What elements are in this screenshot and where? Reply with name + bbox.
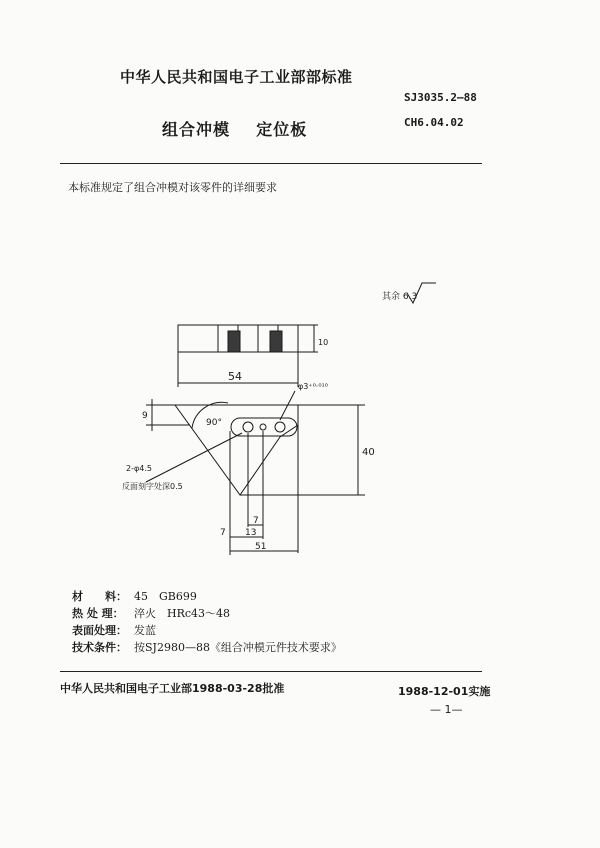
- spec-technical-value: 按SJ2980—88《组合冲模元件技术要求》: [134, 641, 342, 654]
- technical-drawing: [100, 275, 440, 565]
- roughness-label: 其余 6.3: [382, 292, 418, 302]
- spec-technical: [72, 639, 342, 655]
- dim-51-label: 51: [255, 542, 267, 552]
- spec-heat-value: 淬火 HRc43～48: [134, 607, 231, 620]
- document-title: 组合冲模 定位板: [162, 120, 308, 139]
- approval-text: 中华人民共和国电子工业部1988-03-28批准: [60, 682, 285, 695]
- dim-7a-label: 7: [253, 516, 259, 526]
- page-number: — 1—: [430, 703, 463, 716]
- spec-material: [72, 588, 197, 604]
- dim-40-label: 40: [362, 447, 375, 458]
- spec-material-key: 材 料：: [72, 590, 127, 603]
- dim-13-label: 13: [245, 528, 257, 538]
- spec-technical-key: 技术条件：: [72, 641, 127, 654]
- dim-9-label: 9: [142, 411, 148, 421]
- spec-heat-treatment: [72, 605, 230, 621]
- spec-surface-key: 表面处理：: [72, 624, 127, 637]
- header-rule: [60, 163, 482, 164]
- counterbore-section-1: [228, 331, 240, 352]
- intro-text: 本标准规定了组合冲模对该零件的详细要求: [68, 181, 277, 194]
- counterbore-section-2: [270, 331, 282, 352]
- dim-7b-label: 7: [220, 528, 226, 538]
- spec-surface-value: 发蓝: [134, 624, 156, 637]
- hole-callout-label: 2-φ4.5: [126, 464, 152, 473]
- dim-54-label: 54: [228, 370, 242, 383]
- spec-surface: [72, 622, 156, 638]
- dim-10-label: 10: [318, 338, 329, 347]
- spec-material-value: 45 GB699: [134, 590, 197, 603]
- standard-code: SJ3035.2—88: [404, 91, 477, 104]
- spec-heat-key: 热 处 理：: [72, 607, 124, 620]
- footer-rule: [60, 671, 482, 672]
- hole-right: [275, 422, 285, 432]
- drawing-svg: [100, 275, 440, 565]
- tolerance-label: φ3⁺⁰·⁰¹⁰: [298, 382, 328, 391]
- standard-subcode: CH6.04.02: [404, 116, 464, 129]
- hole-left: [243, 422, 253, 432]
- hole-note-label: 反面刻字处深0.5: [122, 482, 183, 491]
- standard-org-title: 中华人民共和国电子工业部部标准: [120, 68, 353, 86]
- angle-90-label: 90°: [206, 418, 222, 428]
- pin-hole: [260, 424, 266, 430]
- effective-date: 1988-12-01实施: [398, 685, 491, 698]
